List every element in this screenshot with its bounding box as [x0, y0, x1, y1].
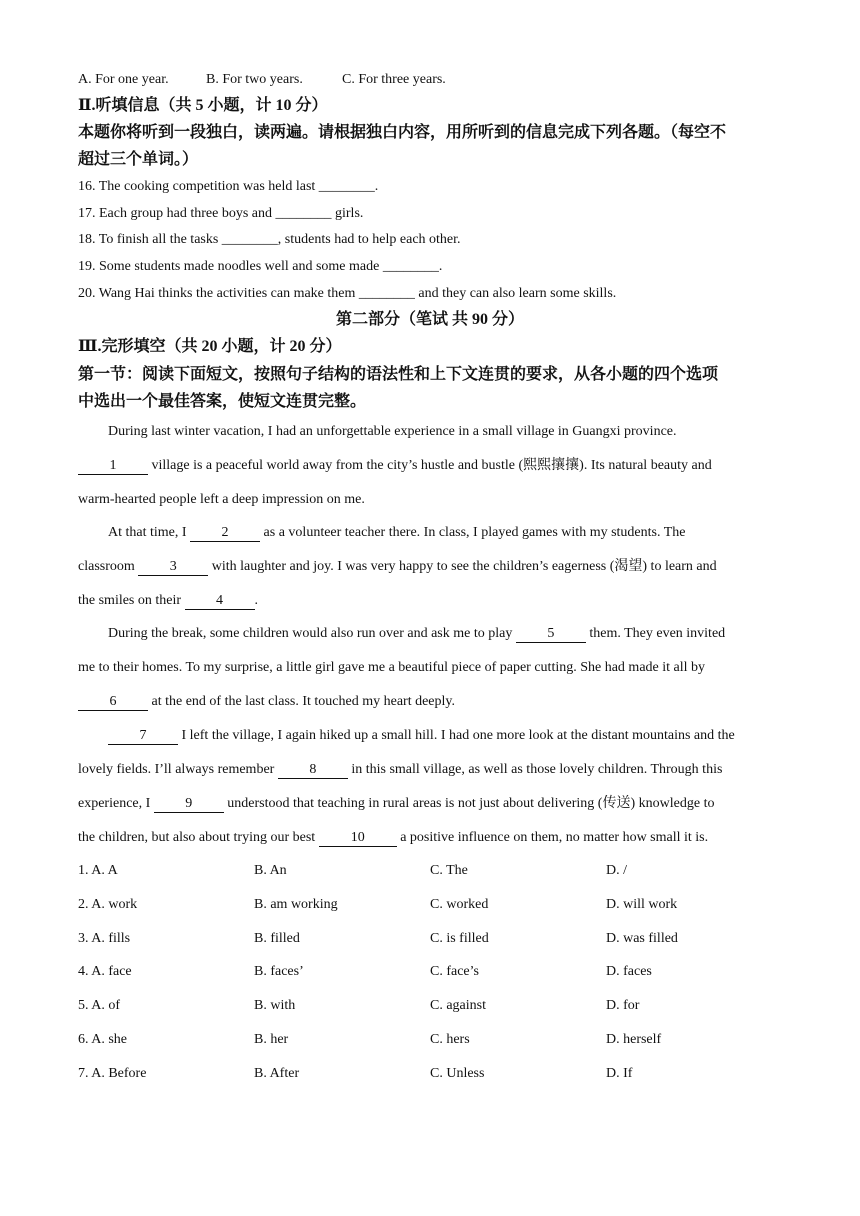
choice-1-a: 1. A. A: [78, 863, 118, 878]
choice-4-b: B. faces’: [254, 964, 304, 979]
passage-p1-line3: warm-hearted people left a deep impression on me.: [78, 492, 365, 507]
section3-instruction-line2: 中选出一个最佳答案，使短文连贯完整。: [78, 393, 367, 410]
passage-text: in this small village, as well as those lovely children. Through this: [347, 762, 723, 777]
blank-3: 3: [138, 559, 208, 576]
blank-5: 5: [516, 626, 586, 643]
question-19: 19. Some students made noodles well and some made ________.: [78, 259, 443, 274]
passage-text: the children, but also about trying our best: [78, 830, 319, 845]
choice-7-a: 7. A. Before: [78, 1066, 147, 1081]
question-18: 18. To finish all the tasks ________, students had to help each other.: [78, 232, 461, 247]
passage-text: at the end of the last class. It touched my heart deeply.: [148, 694, 455, 709]
choice-3-c: C. is filled: [430, 931, 489, 946]
passage-text: the smiles on their: [78, 593, 185, 608]
passage-p1-line2: [78, 456, 712, 476]
passage-text: lovely fields. I’ll always remember: [78, 762, 278, 777]
passage-p3-line3: [78, 692, 455, 712]
choice-2-d: D. will work: [606, 897, 678, 912]
blank-7: 7: [108, 728, 178, 745]
blank-10: 10: [319, 830, 397, 847]
passage-p2-line3: [78, 591, 258, 611]
choice-4-d: D. faces: [606, 964, 652, 979]
passage-p4-line3: [78, 794, 714, 814]
q15-option-b: B. For two years.: [206, 72, 303, 87]
blank-2: 2: [190, 525, 260, 542]
choice-6-a: 6. A. she: [78, 1032, 127, 1047]
section2-instruction-line1: 本题你将听到一段独白，读两遍。请根据独白内容，用所听到的信息完成下列各题。（每空不: [78, 124, 727, 141]
choice-2-a: 2. A. work: [78, 897, 138, 912]
choice-6-c: C. hers: [430, 1032, 470, 1047]
question-16: 16. The cooking competition was held last ________.: [78, 179, 379, 194]
blank-8: 8: [278, 762, 348, 779]
choice-7-c: C. Unless: [430, 1066, 485, 1081]
passage-p4-line2: [78, 760, 722, 780]
passage-p4-line4: [78, 828, 708, 848]
section2-title: Ⅱ.听填信息（共 5 小题，计 10 分）: [78, 97, 328, 114]
question-17: 17. Each group had three boys and ________ girls.: [78, 206, 364, 221]
choice-6-d: D. herself: [606, 1032, 662, 1047]
choice-1-b: B. An: [254, 863, 287, 878]
choice-5-c: C. against: [430, 998, 486, 1013]
choice-4-a: 4. A. face: [78, 964, 132, 979]
choice-2-c: C. worked: [430, 897, 489, 912]
choice-5-b: B. with: [254, 998, 296, 1013]
choice-6-b: B. her: [254, 1032, 289, 1047]
section3-title: Ⅲ.完形填空（共 20 小题，计 20 分）: [78, 338, 342, 355]
part2-title: 第二部分（笔试 共 90 分）: [335, 311, 524, 328]
choice-7-b: B. After: [254, 1066, 300, 1081]
passage-p1-line1: During last winter vacation, I had an unforgettable experience in a small village in Guangxi province.: [108, 424, 677, 439]
passage-text: At that time, I: [108, 525, 191, 540]
question-20: 20. Wang Hai thinks the activities can make them ________ and they can also learn some skills.: [78, 286, 617, 301]
choice-5-d: D. for: [606, 998, 640, 1013]
passage-text: with laughter and joy. I was very happy to see the children’s eagerness (渴望) to learn and: [208, 559, 717, 574]
passage-p4-line1: [108, 726, 735, 746]
passage-p3-line1: [108, 624, 725, 644]
blank-6: 6: [78, 694, 148, 711]
passage-text: them. They even invited: [585, 626, 726, 641]
section3-instruction-line1: 第一节：阅读下面短文，按照句子结构的语法性和上下文连贯的要求，从各小题的四个选项: [78, 366, 719, 383]
q15-option-c: C. For three years.: [342, 72, 446, 87]
choice-5-a: 5. A. of: [78, 998, 120, 1013]
blank-1: 1: [78, 458, 148, 475]
blank-9: 9: [154, 796, 224, 813]
choice-7-d: D. If: [606, 1066, 633, 1081]
choice-3-a: 3. A. fills: [78, 931, 131, 946]
passage-p3-line2: me to their homes. To my surprise, a little girl gave me a beautiful piece of paper cutting. She had made it all by: [78, 660, 706, 675]
blank-4: 4: [185, 593, 255, 610]
choice-1-c: C. The: [430, 863, 468, 878]
passage-text: understood that teaching in rural areas is not just about delivering (传送) knowledge to: [223, 796, 715, 811]
choice-3-d: D. was filled: [606, 931, 678, 946]
passage-text: a positive influence on them, no matter how small it is.: [396, 830, 709, 845]
passage-text: village is a peaceful world away from the city’s hustle and bustle (熙熙攘攘). Its natural beauty and: [148, 458, 712, 473]
passage-text: experience, I: [78, 796, 154, 811]
q15-option-a: A. For one year.: [78, 72, 169, 87]
passage-p2-line2: [78, 557, 717, 577]
choice-3-b: B. filled: [254, 931, 300, 946]
choice-1-d: D. /: [606, 863, 627, 878]
passage-text: During the break, some children would also run over and ask me to play: [108, 626, 516, 641]
passage-text: classroom: [78, 559, 139, 574]
section2-instruction-line2: 超过三个单词。）: [78, 151, 199, 168]
passage-text: as a volunteer teacher there. In class, I played games with my students. The: [260, 525, 686, 540]
choice-2-b: B. am working: [254, 897, 338, 912]
passage-text: .: [254, 593, 259, 608]
passage-text: I left the village, I again hiked up a small hill. I had one more look at the distant mountains and the: [178, 728, 735, 743]
passage-p2-line1: [108, 523, 685, 543]
choice-4-c: C. face’s: [430, 964, 479, 979]
